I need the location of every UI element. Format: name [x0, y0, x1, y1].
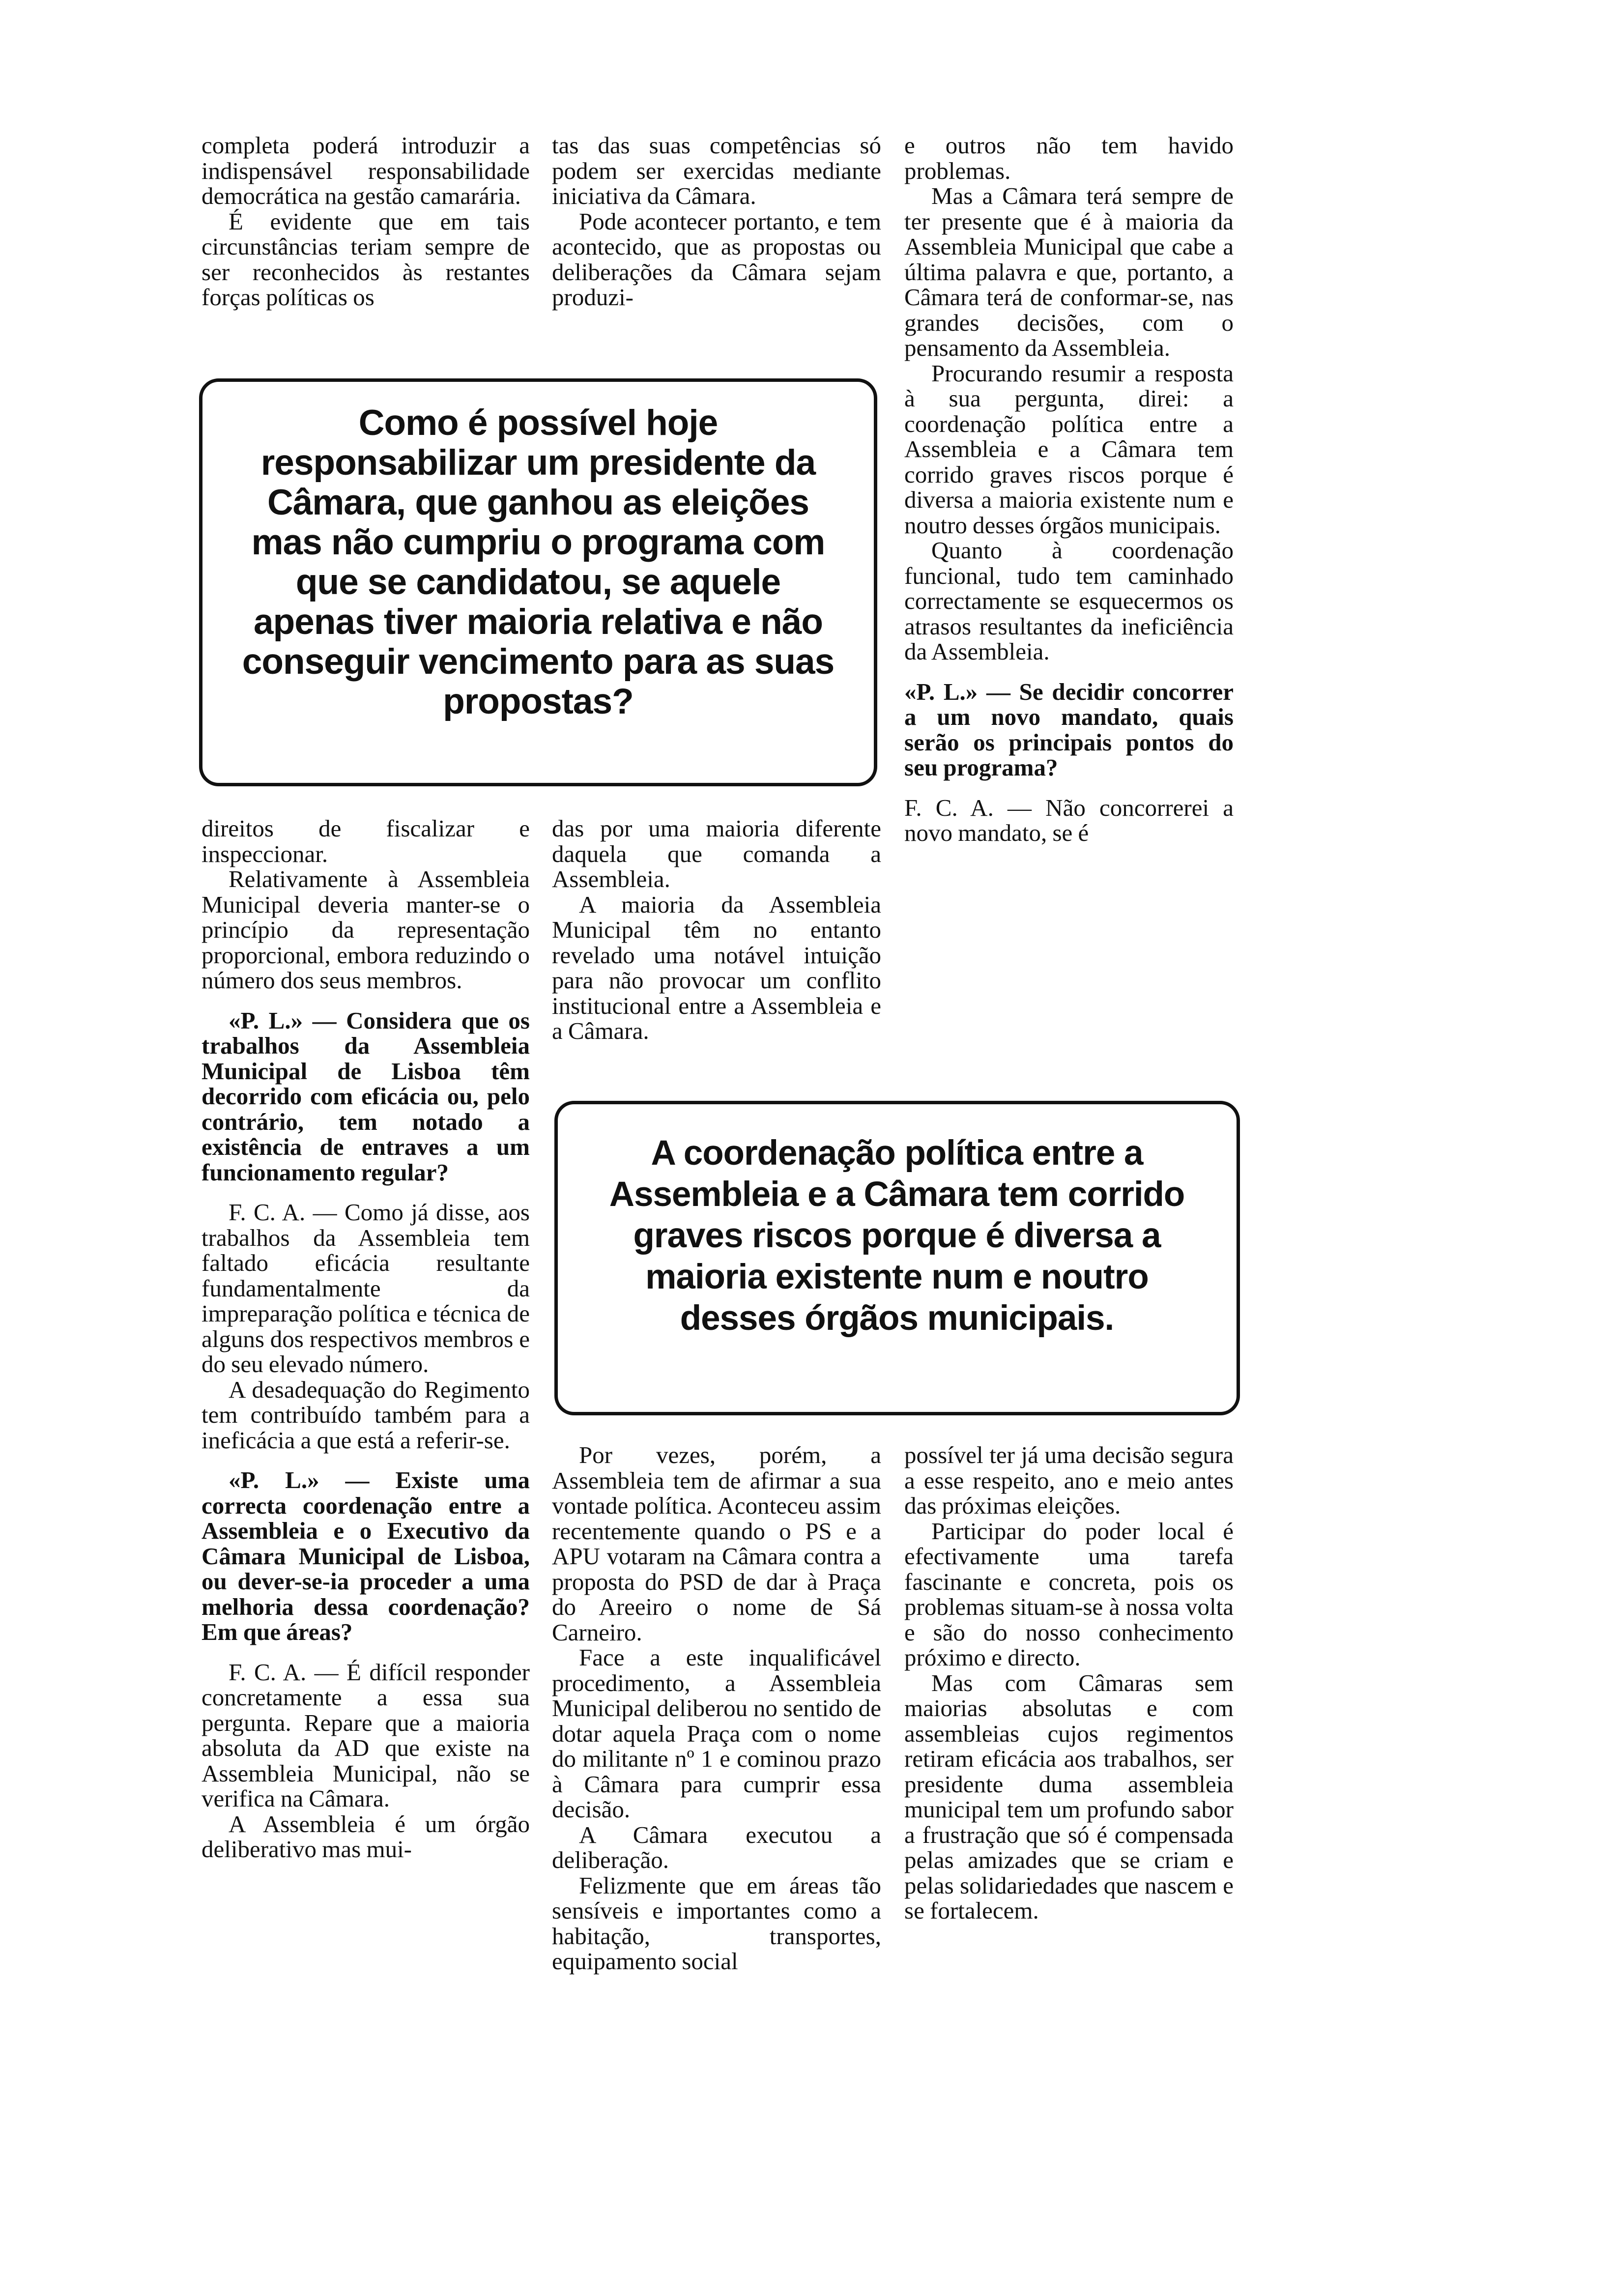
col1-top — [202, 133, 530, 310]
paragraph: direitos de fiscalizar e inspeccionar. — [202, 815, 530, 867]
col3-top — [904, 133, 1234, 846]
col3-bottom — [904, 1442, 1234, 1923]
question-3: «P. L.» — Se decidir concorrer a um novo mandato, quais serão os principais pontos do seu programa? — [904, 678, 1234, 781]
paragraph: Procurando resumir a resposta à sua pergunta, direi: a coordenação política entre a Assembleia e a Câmara tem corrido graves riscos porque é diversa a maioria existente num e noutro desses órgãos municipais. — [904, 359, 1234, 539]
answer-1: F. C. A. — Como já disse, aos trabalhos da Assembleia tem faltado eficácia resultante fundamentalmente da impreparação política e técnica de alguns dos respectivos membros e do seu elevado número. — [202, 1199, 530, 1378]
pullquote-1: Como é possível hoje responsabilizar um presidente da Câmara, que ganhou as eleições mas não cumpriu o programa com que se candidatou, se aquele apenas tiver maioria relativa e não conseguir vencimento para as suas propostas? — [242, 403, 835, 721]
paragraph: Relativamente à Assembleia Municipal deveria manter-se o princípio da representação proporcional, embora reduzindo o número dos seus membros. — [202, 865, 530, 994]
paragraph: Participar do poder local é efectivamente uma tarefa fascinante e concreta, pois os problemas situam-se à nossa volta e são do nosso conhecimento próximo e directo. — [904, 1517, 1234, 1671]
paragraph: A desadequação do Regimento tem contribuído também para a ineficácia a que está a referir-se. — [202, 1376, 530, 1454]
paragraph: tas das suas competências só podem ser exercidas mediante iniciativa da Câmara. — [552, 132, 881, 209]
paragraph: e outros não tem havido problemas. — [904, 132, 1234, 184]
paragraph: Mas com Câmaras sem maiorias absolutas e com assembleias cujos regimentos retiram eficácia aos trabalhos, ser presidente duma assembleia municipal tem um profundo sabor a frustração que só é compensada pelas amizades que se criam e pelas solidariedades que nascem e se fortalecem. — [904, 1669, 1234, 1924]
col2-bottom — [552, 1442, 881, 1974]
paragraph: A Assembleia é um órgão deliberativo mas mui- — [202, 1810, 530, 1863]
paragraph: A Câmara executou a deliberação. — [552, 1821, 881, 1873]
col2-mid — [552, 816, 881, 1044]
paragraph: Felizmente que em áreas tão sensíveis e importantes como a habitação, transportes, equipamento social — [552, 1871, 881, 1975]
paragraph: A maioria da Assembleia Municipal têm no entanto revelado uma notável intuição para não provocar um conflito institucional entre a Assembleia e a Câmara. — [552, 890, 881, 1044]
paragraph: das por uma maioria diferente daquela que comanda a Assembleia. — [552, 815, 881, 892]
question-1: «P. L.» — Considera que os trabalhos da Assembleia Municipal de Lisboa têm decorrido com eficácia ou, pelo contrário, tem notado a existência de entraves a um funcionamento regular? — [202, 1006, 530, 1186]
col2-top — [552, 133, 881, 310]
question-2: «P. L.» — Existe uma correcta coordenação entre a Assembleia e o Executivo da Câmara Municipal de Lisboa, ou dever-se-ia proceder a uma melhoria dessa coordenação? Em que áreas? — [202, 1466, 530, 1645]
paragraph: completa poderá introduzir a indispensável responsabilidade democrática na gestão camarária. — [202, 132, 530, 209]
paragraph: Pode acontecer portanto, e tem acontecido, que as propostas ou deliberações da Câmara sejam produzi- — [552, 207, 881, 311]
pullquote-2: A coordenação política entre a Assembleia e a Câmara tem corrido graves riscos porque é diversa a maioria existente num e noutro desses órgãos municipais. — [609, 1134, 1185, 1338]
paragraph: Face a este inqualificável procedimento, a Assembleia Municipal deliberou no sentido de dotar aquela Praça com o nome do militante nº 1 e cominou prazo à Câmara para cumprir essa decisão. — [552, 1644, 881, 1823]
paragraph: É evidente que em tais circunstâncias teriam sempre de ser reconhecidos às restantes forças políticas os — [202, 207, 530, 311]
paragraph: Quanto à coordenação funcional, tudo tem caminhado correctamente se esquecermos os atrasos resultantes da ineficiência da Assembleia. — [904, 537, 1234, 665]
paragraph: Por vezes, porém, a Assembleia tem de afirmar a sua vontade política. Aconteceu assim recentemente quando o PS e a APU votaram na Câmara contra a proposta do PSD de dar à Praça do Areeiro o nome de Sá Carneiro. — [552, 1441, 881, 1646]
paragraph: possível ter já uma decisão segura a esse respeito, ano e meio antes das próximas eleições. — [904, 1441, 1234, 1519]
answer-3: F. C. A. — Não concorrerei a novo mandato, se é — [904, 794, 1234, 846]
paragraph: Mas a Câmara terá sempre de ter presente que é à maioria da Assembleia Municipal que cabe a última palavra e que, portanto, a Câmara terá de conformar-se, nas grandes decisões, com o pensamento da Assembleia. — [904, 182, 1234, 361]
answer-2: F. C. A. — É difícil responder concretamente a essa sua pergunta. Repare que a maioria absoluta da AD que existe na Assembleia Municipal, não se verifica na Câmara. — [202, 1658, 530, 1812]
col1-lower — [202, 816, 530, 1862]
